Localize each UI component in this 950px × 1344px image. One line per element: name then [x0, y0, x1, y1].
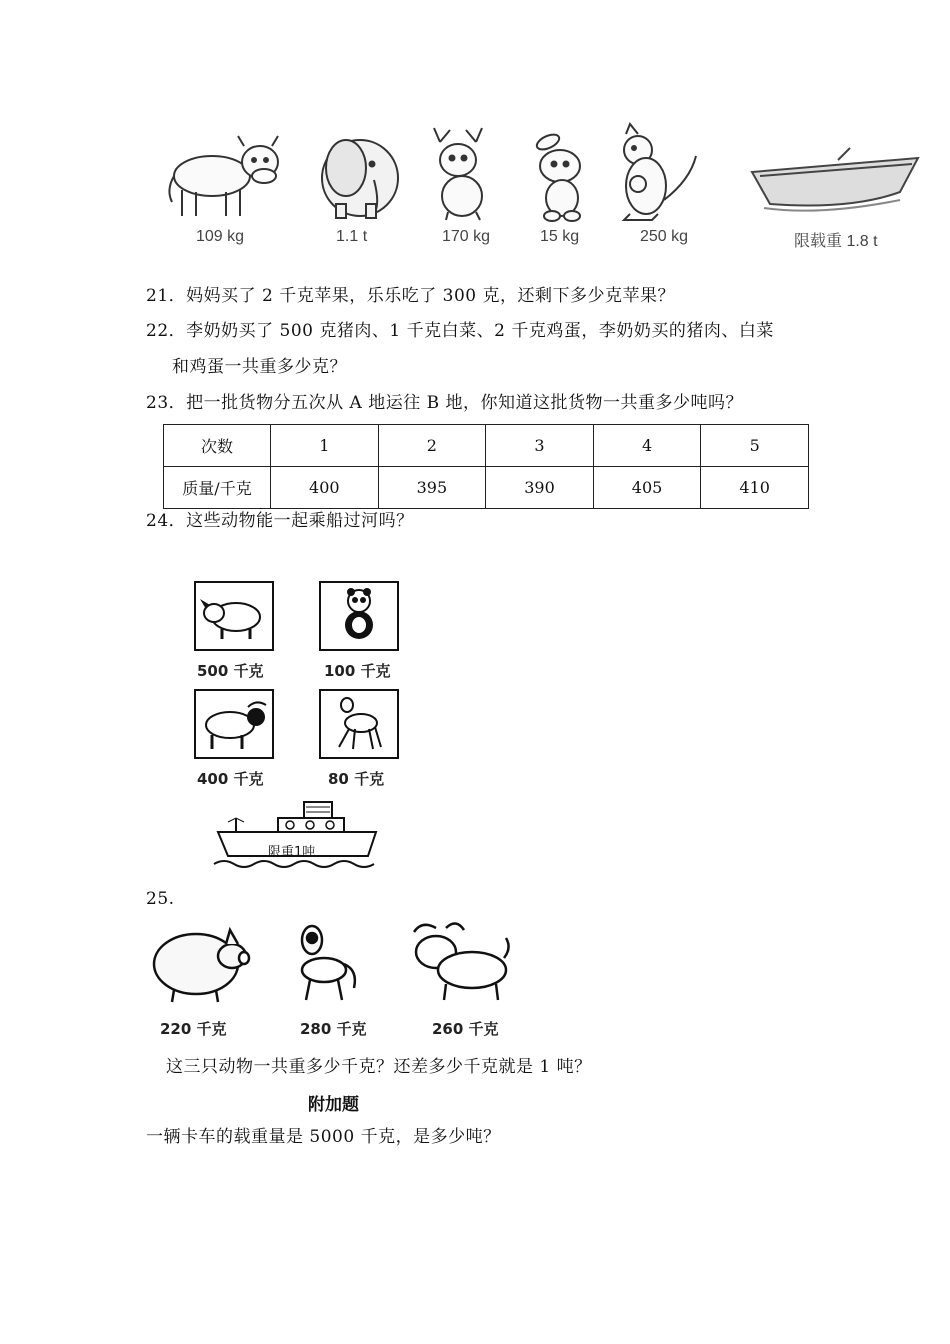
- goat-box: [319, 689, 399, 759]
- boat-icon: [752, 148, 918, 211]
- rhino-box: [194, 581, 274, 651]
- kangaroo-weight: 250 kg: [640, 228, 689, 245]
- question-23: 23．把一批货物分五次从 A 地运往 B 地，你知道这批货物一共重多少吨吗？: [146, 393, 744, 413]
- rabbit-weight: 15 kg: [540, 228, 580, 245]
- question-25-number: 25.: [146, 889, 175, 909]
- question-21: 21．妈妈买了 2 千克苹果，乐乐吃了 300 克，还剩下多少克苹果？: [146, 286, 676, 306]
- buffalo-icon: [196, 691, 272, 757]
- table-cell: 410: [701, 467, 809, 509]
- cow-icon: [169, 136, 278, 216]
- boat-limit-label: 限载重 1.8 t: [794, 233, 878, 250]
- horse-icon: [302, 926, 355, 1000]
- rhino-weight: 500 千克: [197, 662, 264, 680]
- rhino-icon: [196, 583, 272, 649]
- q25-animal-illustrations: [146, 918, 526, 1018]
- elephant-weight: 1.1 t: [336, 228, 368, 245]
- table-cell: 390: [486, 467, 594, 509]
- horse-weight: 280 千克: [300, 1020, 367, 1038]
- question-25-text: 这三只动物一共重多少千克？还差多少千克就是 1 吨？: [166, 1057, 592, 1077]
- table-row: [164, 425, 809, 467]
- table-cell: 1: [271, 425, 379, 467]
- goat-icon: [321, 691, 397, 757]
- question-22-line2: 和鸡蛋一共重多少克？: [172, 357, 347, 377]
- question-22-line1: 22．李奶奶买了 500 克猪肉、1 千克白菜、2 千克鸡蛋，李奶奶买的猪肉、白菜: [146, 321, 774, 341]
- ox-icon: [414, 923, 509, 1000]
- deer-weight: 170 kg: [442, 228, 491, 245]
- cow-weight: 109 kg: [196, 228, 245, 245]
- buffalo-weight: 400 千克: [197, 770, 264, 788]
- kangaroo-icon: [624, 124, 696, 220]
- bonus-heading: 附加题: [308, 1095, 359, 1115]
- table-cell: 4: [593, 425, 701, 467]
- table-header-cell: 质量/千克: [164, 467, 271, 509]
- pig-weight: 220 千克: [160, 1020, 227, 1038]
- ox-weight: 260 千克: [432, 1020, 499, 1038]
- table-cell: 5: [701, 425, 809, 467]
- table-cell: 3: [486, 425, 594, 467]
- table-row: [164, 467, 809, 509]
- rabbit-icon: [535, 131, 580, 221]
- goat-weight: 80 千克: [328, 770, 385, 788]
- bonus-question: 一辆卡车的载重量是 5000 千克，是多少吨？: [146, 1127, 501, 1147]
- panda-box: [319, 581, 399, 651]
- pig-icon: [154, 930, 249, 1002]
- question-24: 24．这些动物能一起乘船过河吗？: [146, 511, 414, 531]
- elephant-icon: [322, 140, 398, 218]
- deer-icon: [434, 128, 482, 220]
- buffalo-box: [194, 689, 274, 759]
- ship-limit-label: 限重1吨: [268, 845, 316, 860]
- cargo-table: [163, 424, 809, 509]
- table-cell: 2: [378, 425, 486, 467]
- table-cell: 400: [271, 467, 379, 509]
- panda-icon: [321, 583, 397, 649]
- panda-weight: 100 千克: [324, 662, 391, 680]
- table-cell: 395: [378, 467, 486, 509]
- table-header-cell: 次数: [164, 425, 271, 467]
- table-cell: 405: [593, 467, 701, 509]
